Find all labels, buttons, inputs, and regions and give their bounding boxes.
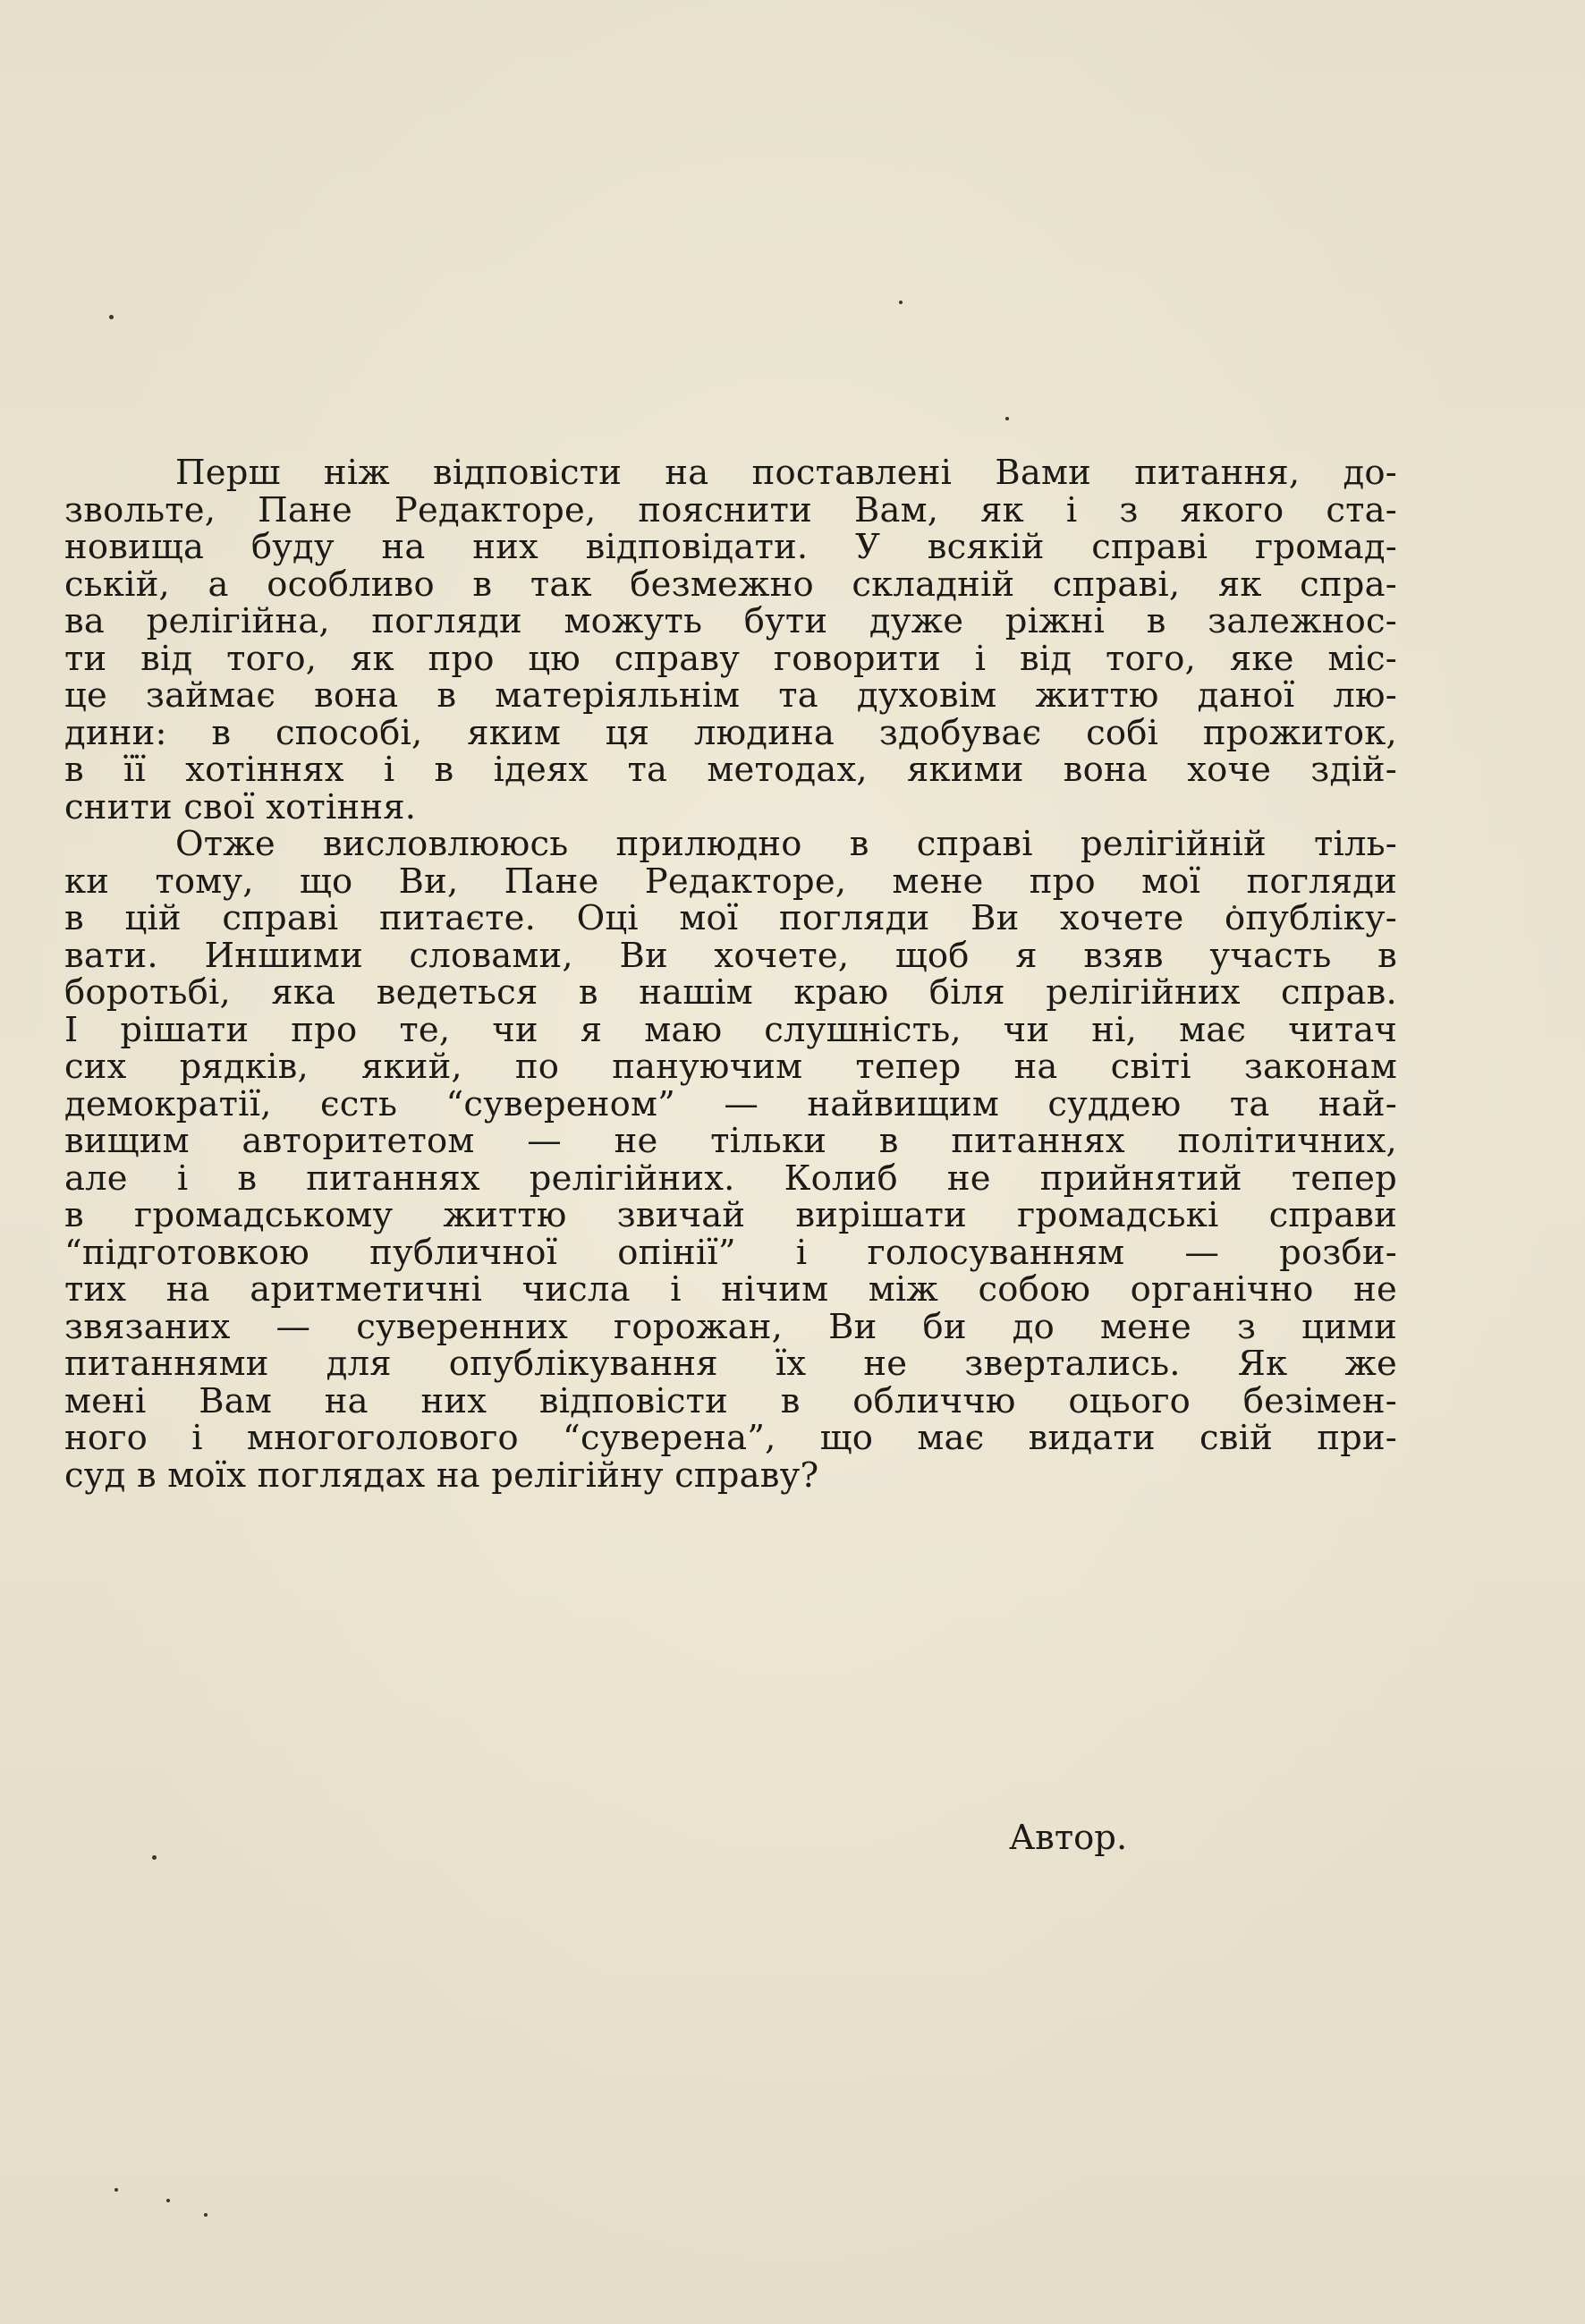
text-line: ного і многоголового “суверена”, що має видати свій при-	[64, 1418, 1397, 1458]
text-line: звязаних — суверенних горожан, Ви би до мене з цими	[64, 1306, 1397, 1347]
text-line: Отже висловлююсь прилюдно в справі релігійній тіль-	[175, 824, 1397, 864]
text-line: сих рядків, який, по пануючим тепер на світі законам	[64, 1047, 1397, 1087]
text-line: звольте, Пане Редакторе, пояснити Вам, як і з якого ста-	[64, 489, 1397, 530]
paragraph-2	[64, 826, 1397, 1494]
paragraph-1	[64, 454, 1397, 826]
text-line: питаннями для опублікування їх не звертались. Як же	[64, 1344, 1397, 1384]
text-line: ки тому, що Ви, Пане Редакторе, мене про мої погляди	[64, 861, 1397, 902]
text-line: І рішати про те, чи я маю слушність, чи ні, має читач	[64, 1009, 1397, 1050]
print-speck	[109, 315, 114, 319]
text-line: але і в питаннях релігійних. Колиб не прийнятий тепер	[64, 1158, 1397, 1199]
text-line: ти від того, як про цю справу говорити і від того, яке міс-	[64, 638, 1397, 679]
text-line: в громадському життю звичай вирішати громадські справи	[64, 1195, 1397, 1235]
print-speck	[114, 2188, 118, 2192]
text-line: суд в моїх поглядах на релігійну справу?	[64, 1455, 819, 1496]
text-line: снити свої хотіння.	[64, 786, 417, 827]
text-line: Перш ніж відповісти на поставлені Вами питання, до-	[175, 453, 1397, 493]
text-line: в її хотіннях і в ідеях та методах, якими вона хоче здій-	[64, 750, 1397, 790]
text-line: вати. Иншими словами, Ви хочете, щоб я взяв участь в	[64, 935, 1397, 976]
text-line: боротьбі, яка ведеться в нашім краю біля релігійних справ.	[64, 972, 1397, 1013]
text-line: ва релігійна, погляди можуть бути дуже ріжні в залежнос-	[64, 601, 1397, 641]
print-speck	[1005, 417, 1009, 420]
text-line: це займає вона в матеріяльнім та духовім життю даної лю-	[64, 675, 1397, 716]
text-line: ській, а особливо в так безмежно складній справі, як спра-	[64, 564, 1397, 605]
text-line: в цій справі питаєте. Оці мої погляди Ви хочете опубліку-	[64, 898, 1397, 938]
signature: Автор.	[1009, 1818, 1128, 1858]
print-speck	[899, 301, 903, 304]
text-line: тих на аритметичні числа і нічим між собою органічно не	[64, 1269, 1397, 1310]
text-line: новища буду на них відповідати. У всякій справі громад-	[64, 527, 1397, 567]
print-speck	[166, 2199, 170, 2202]
text-line: “підготовкою публичної опінії” і голосуванням — розби-	[64, 1232, 1397, 1273]
text-line: дини: в способі, яким ця людина здобуває собі прожиток,	[64, 712, 1397, 753]
text-line: мені Вам на них відповісти в обличчю оцього безімен-	[64, 1380, 1397, 1421]
print-speck	[152, 1855, 157, 1860]
body-text	[64, 454, 1397, 1494]
text-line: демократії, єсть “сувереном” — найвищим суддею та най-	[64, 1083, 1397, 1124]
print-speck	[204, 2213, 208, 2217]
text-line: вищим авторитетом — не тільки в питаннях політичних,	[64, 1121, 1397, 1161]
